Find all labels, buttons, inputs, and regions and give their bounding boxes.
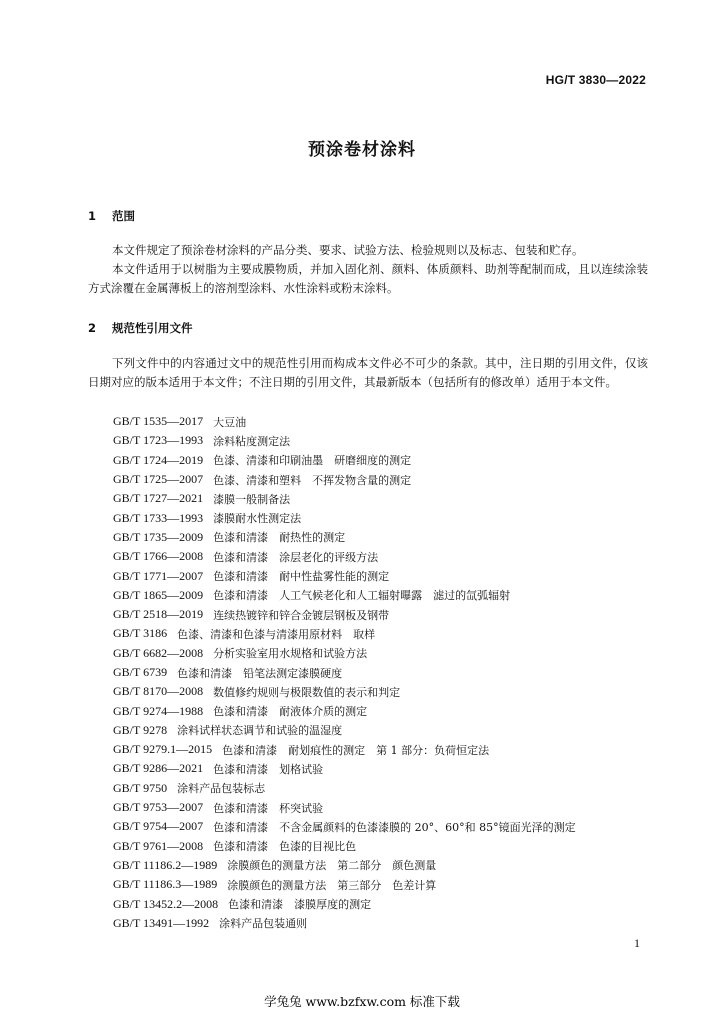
reference-code: GB/T 1723—1993 — [113, 433, 204, 448]
reference-code: GB/T 1725—2007 — [113, 472, 204, 487]
standard-code: HG/T 3830—2022 — [545, 73, 646, 87]
reference-title: 数值修约规则与极限数值的表示和判定 — [213, 685, 401, 699]
reference-item — [113, 779, 576, 798]
reference-item — [113, 894, 576, 913]
reference-code: GB/T 9754—2007 — [113, 819, 204, 834]
scope-paragraph-1: 本文件规定了预涂卷材涂料的产品分类、要求、试验方法、检验规则以及标志、包装和贮存。 — [112, 243, 584, 257]
reference-title: 涂料产品包装通则 — [219, 917, 308, 931]
document-title: 预涂卷材涂料 — [308, 140, 416, 160]
reference-item — [113, 701, 576, 720]
reference-item — [113, 721, 576, 740]
reference-code: GB/T 9286—2021 — [113, 761, 204, 776]
reference-item — [113, 798, 576, 817]
reference-item — [113, 663, 576, 682]
reference-item — [113, 624, 576, 643]
reference-item — [113, 875, 576, 894]
section-title: 规范性引用文件 — [112, 321, 193, 335]
reference-code: GB/T 1733—1993 — [113, 510, 204, 525]
reference-item — [113, 451, 576, 470]
reference-title: 分析实验室用水规格和试验方法 — [213, 647, 368, 661]
reference-code: GB/T 13452.2—2008 — [113, 896, 219, 911]
reference-title: 涂料粘度测定法 — [213, 434, 291, 448]
reference-code: GB/T 1771—2007 — [113, 568, 204, 583]
reference-title: 漆膜耐水性测定法 — [213, 512, 302, 526]
reference-code: GB/T 1724—2019 — [113, 452, 204, 467]
reference-item — [113, 837, 576, 856]
reference-title: 色漆和清漆 人工气候老化和人工辐射曝露 滤过的氙弧辐射 — [213, 589, 511, 603]
reference-item — [113, 740, 576, 759]
reference-item — [113, 605, 576, 624]
reference-title: 色漆、清漆和塑料 不挥发物含量的测定 — [213, 473, 412, 487]
references-intro: 下列文件中的内容通过文中的规范性引用而构成本文件必不可少的条款。其中，注日期的引用文件，仅该日期对应的版本适用于本文件；不注日期的引用文件，其最新版本（包括所有的修改单）适用于本文件。 — [88, 356, 648, 389]
reference-item — [113, 470, 576, 489]
reference-item — [113, 586, 576, 605]
reference-item — [113, 817, 576, 836]
reference-code: GB/T 6682—2008 — [113, 645, 204, 660]
reference-title: 色漆和清漆 耐划痕性的测定 第 1 部分：负荷恒定法 — [222, 743, 490, 757]
reference-code: GB/T 6739 — [113, 665, 168, 679]
reference-title: 色漆和清漆 耐液体介质的测定 — [213, 705, 368, 719]
reference-title: 涂料产品包装标志 — [177, 782, 266, 796]
reference-code: GB/T 1535—2017 — [113, 414, 204, 429]
reference-code: GB/T 8170—2008 — [113, 684, 204, 699]
reference-title: 色漆、清漆和印刷油墨 研磨细度的测定 — [213, 454, 412, 468]
reference-title: 色漆和清漆 耐热性的测定 — [213, 531, 346, 545]
reference-code: GB/T 9750 — [113, 780, 168, 795]
reference-item — [113, 528, 576, 547]
reference-title: 涂膜颜色的测量方法 第三部分 色差计算 — [227, 878, 437, 892]
reference-code: GB/T 9274—1988 — [113, 703, 204, 718]
reference-item — [113, 914, 576, 933]
reference-item — [113, 759, 576, 778]
reference-code: GB/T 1735—2009 — [113, 529, 204, 544]
section-2-heading — [88, 320, 193, 336]
reference-code: GB/T 3186 — [113, 626, 168, 641]
reference-title: 色漆和清漆 铅笔法测定漆膜硬度 — [177, 666, 343, 680]
reference-item — [113, 412, 576, 431]
reference-code: GB/T 9753—2007 — [113, 800, 204, 815]
reference-title: 色漆和清漆 涂层老化的评级方法 — [213, 550, 379, 564]
section-number: 1 — [88, 209, 97, 223]
reference-item — [113, 431, 576, 450]
reference-code: GB/T 1766—2008 — [113, 549, 204, 564]
section-title: 范围 — [112, 209, 136, 223]
reference-item — [113, 547, 576, 566]
section-1-heading — [88, 208, 135, 224]
reference-item — [113, 566, 576, 585]
reference-code: GB/T 9278 — [113, 722, 168, 737]
reference-code: GB/T 9761—2008 — [113, 838, 204, 853]
reference-title: 色漆和清漆 划格试验 — [213, 762, 324, 776]
reference-item — [113, 644, 576, 663]
reference-code: GB/T 1865—2009 — [113, 587, 204, 602]
reference-title: 色漆、清漆和色漆与清漆用原材料 取样 — [177, 627, 376, 641]
reference-code: GB/T 11186.2—1989 — [113, 857, 218, 872]
reference-item — [113, 489, 576, 508]
reference-title: 涂膜颜色的测量方法 第二部分 颜色测量 — [227, 859, 437, 873]
watermark-text: 学兔兔 www.bzfxw.com 标准下载 — [264, 994, 460, 1009]
reference-item — [113, 856, 576, 875]
reference-code: GB/T 11186.3—1989 — [113, 877, 218, 892]
section-number: 2 — [88, 321, 97, 335]
reference-item — [113, 682, 576, 701]
page-number: 1 — [634, 936, 640, 950]
reference-title: 大豆油 — [213, 415, 247, 429]
reference-title: 连续热镀锌和锌合金镀层钢板及钢带 — [213, 608, 390, 622]
reference-list — [113, 412, 576, 933]
scope-paragraph-2: 本文件适用于以树脂为主要成膜物质，并加入固化剂、颜料、体质颜料、助剂等配制而成，且以连续涂装方式涂覆在金属薄板上的溶剂型涂料、水性涂料或粉末涂料。 — [88, 262, 648, 295]
reference-title: 色漆和清漆 色漆的目视比色 — [213, 840, 357, 854]
reference-code: GB/T 2518—2019 — [113, 607, 204, 622]
reference-code: GB/T 9279.1—2015 — [113, 742, 213, 757]
reference-title: 色漆和清漆 杯突试验 — [213, 801, 324, 815]
reference-code: GB/T 13491—1992 — [113, 915, 210, 930]
reference-title: 色漆和清漆 耐中性盐雾性能的测定 — [213, 570, 390, 584]
reference-title: 漆膜一般制备法 — [213, 492, 291, 506]
reference-title: 涂料试样状态调节和试验的温湿度 — [177, 724, 343, 738]
reference-item — [113, 508, 576, 527]
reference-title: 色漆和清漆 不含金属颜料的色漆漆膜的 20°、60°和 85°镜面光泽的测定 — [213, 820, 576, 834]
reference-title: 色漆和清漆 漆膜厚度的测定 — [228, 898, 372, 912]
reference-code: GB/T 1727—2021 — [113, 491, 204, 506]
